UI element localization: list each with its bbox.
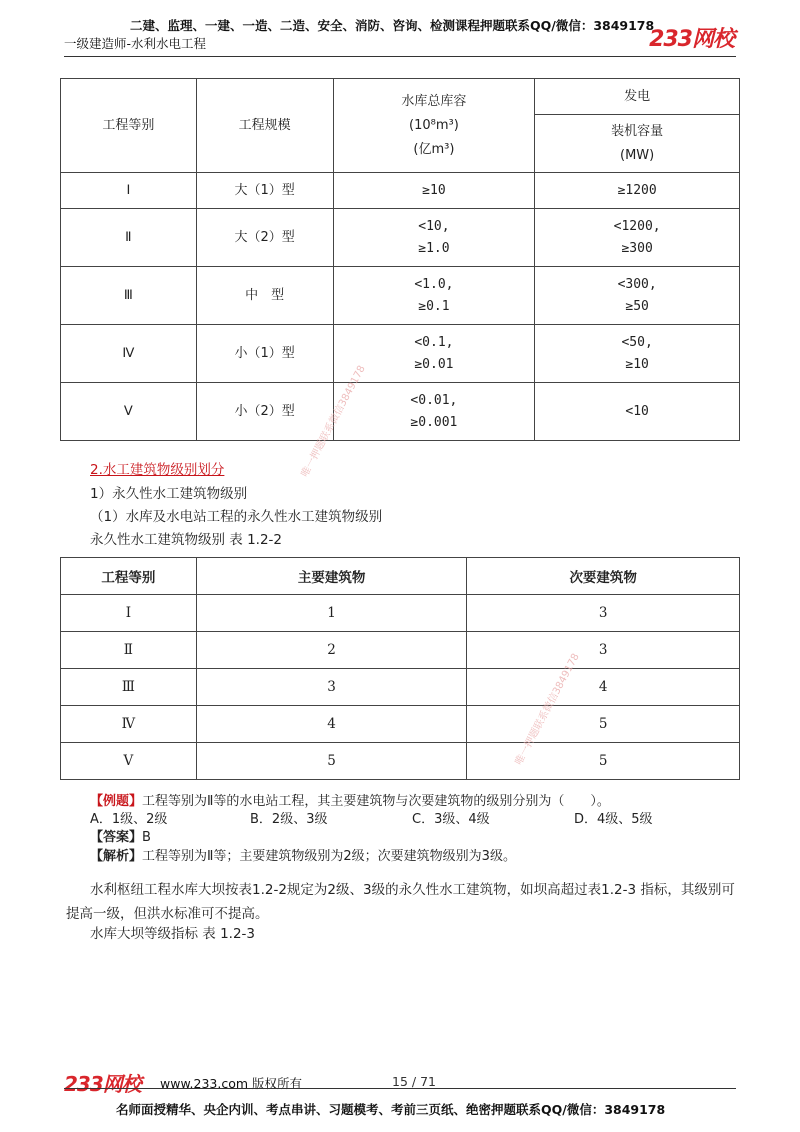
table-row bbox=[61, 669, 740, 706]
paragraph-permanent-level: 1）永久性水工建筑物级别 bbox=[90, 486, 248, 502]
power-value: ≥10 bbox=[625, 356, 649, 372]
capacity-unit-cn: (亿m³) bbox=[413, 141, 455, 157]
table1-header-capacity bbox=[333, 79, 535, 173]
building-level-table bbox=[60, 557, 740, 780]
page-number: 15 / 71 bbox=[392, 1074, 436, 1089]
main-level-cell: 1 bbox=[196, 595, 467, 632]
table-row bbox=[61, 706, 740, 743]
capacity-cell bbox=[333, 383, 535, 441]
example-question bbox=[90, 790, 610, 809]
secondary-level-cell: 4 bbox=[467, 669, 740, 706]
option-c: C．3级、4级 bbox=[412, 812, 490, 827]
power-unit: (MW) bbox=[620, 147, 655, 163]
option-a: A．1级、2级 bbox=[90, 812, 168, 827]
grade-cell: Ⅰ bbox=[61, 173, 197, 209]
project-grade-table bbox=[60, 78, 740, 441]
table-row bbox=[61, 743, 740, 780]
example-answer bbox=[90, 826, 151, 845]
footer-divider bbox=[64, 1088, 736, 1089]
power-value: <300, bbox=[617, 276, 657, 292]
power-value: ≥50 bbox=[625, 298, 649, 314]
scale-cell: 中 型 bbox=[196, 267, 333, 325]
power-value: ≥1200 bbox=[617, 182, 657, 198]
table1-header-grade: 工程等别 bbox=[61, 79, 197, 173]
power-cell bbox=[535, 325, 740, 383]
secondary-level-cell: 5 bbox=[467, 706, 740, 743]
table2-header-main: 主要建筑物 bbox=[196, 558, 467, 595]
table-row bbox=[61, 267, 740, 325]
grade-cell: Ⅱ bbox=[61, 209, 197, 267]
footer-copyright: www.233.com 版权所有 bbox=[160, 1076, 302, 1091]
header-divider bbox=[64, 56, 736, 57]
table-row bbox=[61, 173, 740, 209]
analysis-text: 工程等别为Ⅱ等；主要建筑物级别为2级；次要建筑物级别为3级。 bbox=[142, 849, 516, 864]
table3-caption: 水库大坝等级指标 表 1.2-3 bbox=[90, 926, 256, 942]
table1-header-power-group: 发电 bbox=[535, 79, 740, 115]
table-row bbox=[61, 632, 740, 669]
secondary-level-cell: 3 bbox=[467, 595, 740, 632]
grade-cell: Ⅱ bbox=[61, 632, 197, 669]
table-row bbox=[61, 325, 740, 383]
scale-cell: 大（1）型 bbox=[196, 173, 333, 209]
header-promo: 二建、监理、一建、一造、二造、安全、消防、咨询、检测课程押题联系QQ/微信：3849178 bbox=[130, 18, 655, 33]
capacity-value: <0.01, bbox=[410, 392, 458, 408]
main-level-cell: 4 bbox=[196, 706, 467, 743]
table1-header-power bbox=[535, 115, 740, 173]
power-cell bbox=[535, 209, 740, 267]
capacity-unit: (10⁸m³) bbox=[409, 117, 459, 133]
brand-logo: 233网校 bbox=[649, 27, 734, 52]
capacity-cell bbox=[333, 267, 535, 325]
answer-text: B bbox=[142, 830, 151, 845]
secondary-level-cell: 5 bbox=[467, 743, 740, 780]
power-value: <1200, bbox=[613, 218, 661, 234]
power-value: <50, bbox=[621, 334, 653, 350]
capacity-value: <10, bbox=[418, 218, 450, 234]
grade-cell: Ⅲ bbox=[61, 669, 197, 706]
capacity-value: ≥10 bbox=[422, 182, 446, 198]
capacity-value: ≥0.01 bbox=[414, 356, 454, 372]
capacity-value: ≥0.001 bbox=[410, 414, 458, 430]
scale-cell: 小（1）型 bbox=[196, 325, 333, 383]
scale-cell: 大（2）型 bbox=[196, 209, 333, 267]
power-cell bbox=[535, 383, 740, 441]
main-level-cell: 2 bbox=[196, 632, 467, 669]
example-options bbox=[90, 808, 710, 827]
example-analysis bbox=[90, 845, 516, 864]
watermark: 唯一押题联系微信3849178 bbox=[299, 363, 368, 480]
power-value: ≥300 bbox=[621, 240, 653, 256]
footer-logo: 233网校 bbox=[64, 1072, 141, 1096]
answer-tag: 【答案】 bbox=[90, 830, 143, 845]
option-d: D．4级、5级 bbox=[574, 812, 653, 827]
scale-cell: 小（2）型 bbox=[196, 383, 333, 441]
grade-cell: Ⅰ bbox=[61, 595, 197, 632]
example-question-text: 工程等别为Ⅱ等的水电站工程，其主要建筑物与次要建筑物的级别分别为（ ）。 bbox=[142, 794, 610, 809]
grade-cell: Ⅴ bbox=[61, 743, 197, 780]
section-heading: 2.水工建筑物级别划分 bbox=[90, 462, 225, 478]
example-tag: 【例题】 bbox=[90, 794, 143, 809]
capacity-value: ≥0.1 bbox=[418, 298, 450, 314]
main-level-cell: 3 bbox=[196, 669, 467, 706]
power-cell bbox=[535, 267, 740, 325]
table1-header-scale: 工程规模 bbox=[196, 79, 333, 173]
capacity-value: ≥1.0 bbox=[418, 240, 450, 256]
table2-caption: 永久性水工建筑物级别 表 1.2-2 bbox=[90, 532, 283, 548]
table-row bbox=[61, 383, 740, 441]
table2-header-secondary: 次要建筑物 bbox=[467, 558, 740, 595]
document-subtitle: 一级建造师-水利水电工程 bbox=[64, 36, 207, 51]
table2-header-grade: 工程等别 bbox=[61, 558, 197, 595]
grade-cell: Ⅴ bbox=[61, 383, 197, 441]
grade-cell: Ⅲ bbox=[61, 267, 197, 325]
watermark: 唯一押题联系微信3849178 bbox=[513, 651, 582, 768]
power-label: 装机容量 bbox=[611, 123, 664, 139]
table-row bbox=[61, 595, 740, 632]
main-level-cell: 5 bbox=[196, 743, 467, 780]
body-paragraph: 水利枢纽工程水库大坝按表1.2-2规定为2级、3级的永久性水工建筑物，如坝高超过表1.2-3 指标，其级别可提高一级，但洪水标准可不提高。 bbox=[66, 882, 735, 922]
power-cell bbox=[535, 173, 740, 209]
capacity-value: <1.0, bbox=[414, 276, 454, 292]
capacity-cell bbox=[333, 173, 535, 209]
grade-cell: Ⅳ bbox=[61, 325, 197, 383]
grade-cell: Ⅳ bbox=[61, 706, 197, 743]
capacity-value: <0.1, bbox=[414, 334, 454, 350]
option-b: B．2级、3级 bbox=[250, 812, 328, 827]
paragraph-reservoir-level: （1）水库及水电站工程的永久性水工建筑物级别 bbox=[90, 509, 383, 525]
capacity-cell bbox=[333, 209, 535, 267]
table-row bbox=[61, 209, 740, 267]
capacity-label: 水库总库容 bbox=[401, 93, 467, 109]
analysis-tag: 【解析】 bbox=[90, 849, 143, 864]
power-value: <10 bbox=[625, 403, 649, 419]
secondary-level-cell: 3 bbox=[467, 632, 740, 669]
footer-promo: 名师面授精华、央企内训、考点串讲、习题模考、考前三页纸、绝密押题联系QQ/微信：3849178 bbox=[116, 1102, 666, 1117]
